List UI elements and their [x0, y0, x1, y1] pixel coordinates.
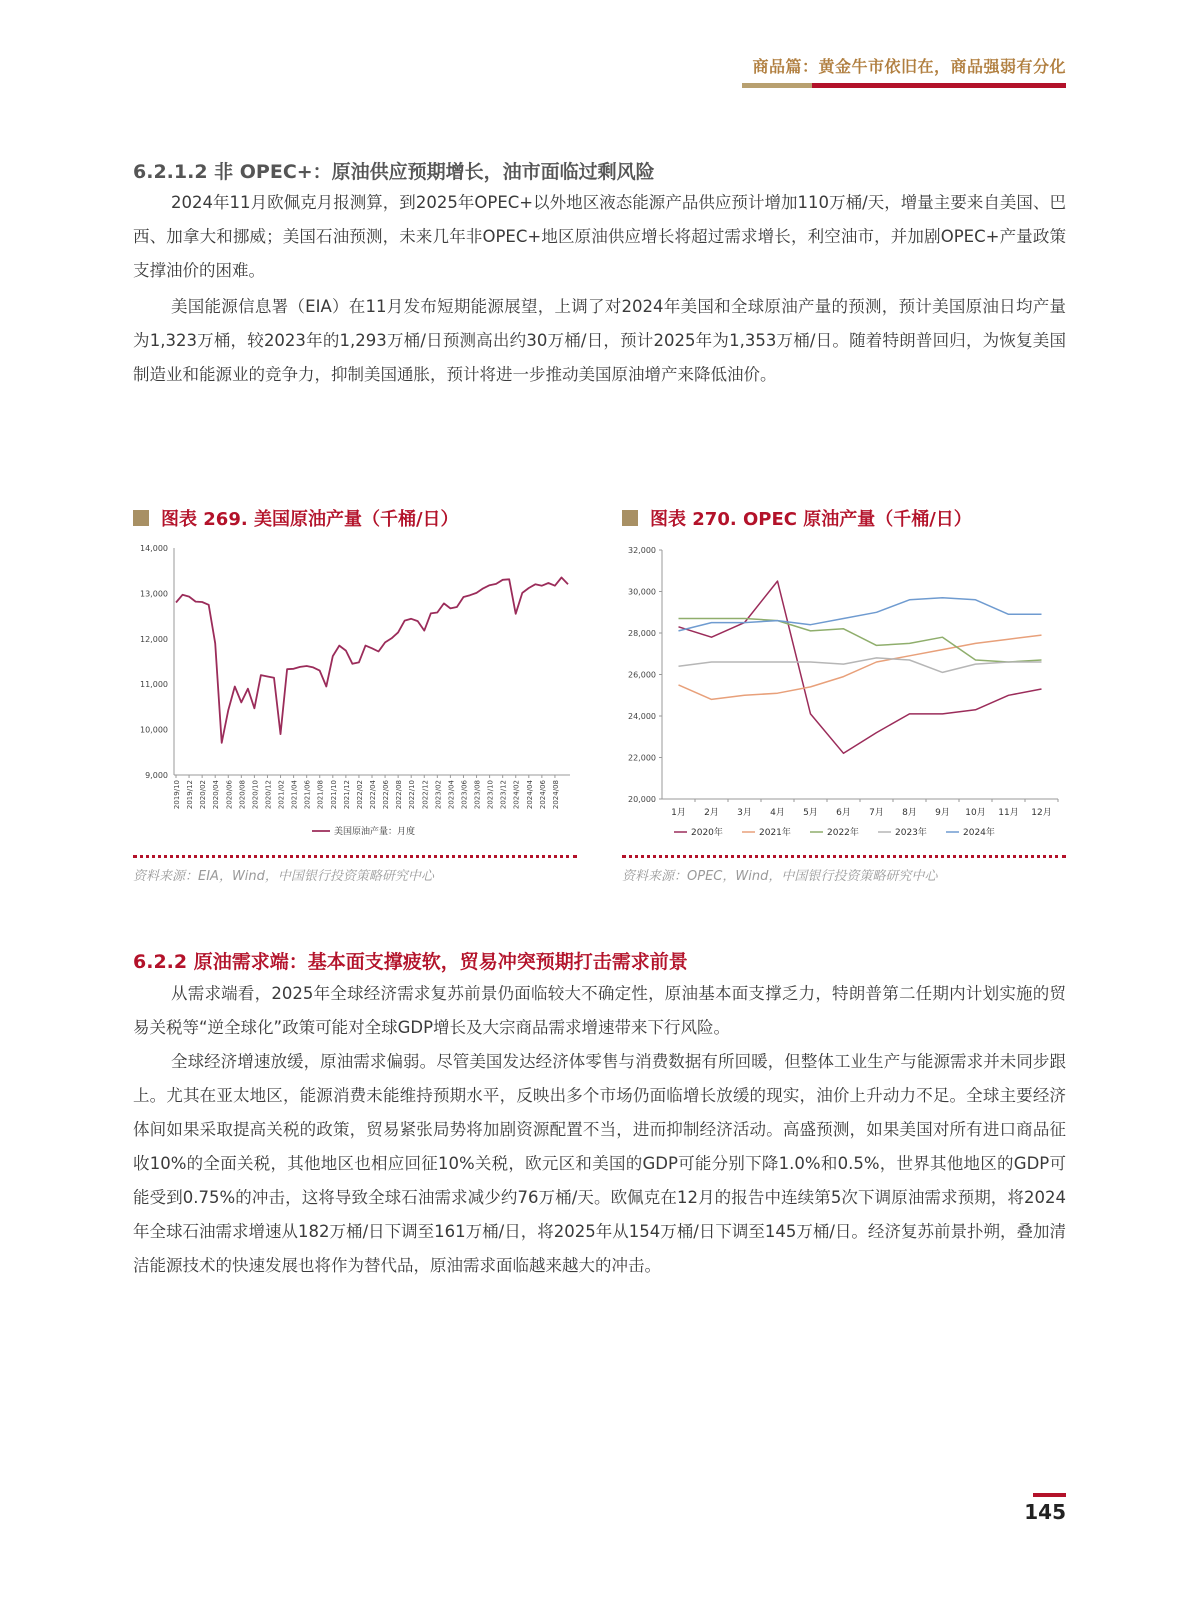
paragraph: 全球经济增速放缓，原油需求偏弱。尽管美国发达经济体零售与消费数据有所回暖，但整体工业生产与能源需求并未同步跟上。尤其在亚太地区，能源消费未能维持预期水平，反映出多个市场仍面临增长放缓的现实，油价上升动力不足。全球主要经济体间如果采取提高关税的政策，贸易紧张局势将加剧资源配置不当，进而抑制经济活动。高盛预测，如果美国对所有进口商品征收10%的全面关税，其他地区也相应回征10%关税，欧元区和美国的GDP可能分别下降1.0%和0.5%，世界其他地区的GDP可能受到0.75%的冲击，这将导致全球石油需求减少约76万桶/天。欧佩克在12月的报告中连续第5次下调原油需求预期，将2024年全球石油需求增速从182万桶/日下调至161万桶/日，将2025年从154万桶/日下调至145万桶/日。经济复苏前景扑朔，叠加清洁能源技术的快速发展也将作为替代品，原油需求面临越来越大的冲击。	[133, 1052, 1066, 1275]
x-tick-label: 2021/06	[303, 780, 312, 810]
header-divider-red	[812, 83, 1066, 88]
square-bullet-icon	[133, 510, 149, 526]
legend-label: 2024年	[963, 828, 995, 838]
y-tick-label: 14,000	[140, 544, 168, 553]
x-tick-label: 2020/06	[225, 780, 234, 810]
x-tick-label: 2023/04	[447, 780, 456, 810]
square-bullet-icon	[622, 510, 638, 526]
legend-label: 2021年	[759, 828, 791, 838]
x-tick-label: 2022/02	[355, 780, 364, 810]
x-tick-label: 5月	[803, 808, 818, 818]
x-tick-label: 9月	[935, 808, 950, 818]
y-tick-label: 30,000	[628, 587, 656, 597]
page-number: 145	[1024, 1500, 1066, 1524]
x-tick-label: 2020/10	[251, 780, 260, 810]
legend-label: 2020年	[691, 828, 723, 838]
chart-title-text: 图表 270. OPEC 原油产量（千桶/日）	[650, 509, 972, 530]
x-tick-label: 2024/06	[538, 780, 547, 810]
header-divider-gold	[742, 83, 812, 88]
legend-label: 美国原油产量：月度	[334, 827, 416, 837]
x-tick-label: 2021/12	[342, 780, 351, 810]
x-tick-label: 2024/04	[525, 780, 534, 810]
opec-production-chart	[620, 538, 1070, 850]
paragraph: 2024年11月欧佩克月报测算，到2025年OPEC+以外地区液态能源产品供应预计增加110万桶/天，增量主要来自美国、巴西、加拿大和挪威；美国石油预测，未来几年非OPEC+地区原油供应增长将超过需求增长，利空油市，并加剧OPEC+产量政策支撑油价的困难。	[133, 193, 1066, 280]
series-line-2024年	[679, 598, 1042, 631]
x-tick-label: 2021/10	[329, 780, 338, 810]
y-tick-label: 22,000	[628, 753, 656, 763]
series-line-2020年	[679, 581, 1042, 753]
x-tick-label: 10月	[965, 808, 986, 818]
x-tick-label: 6月	[836, 808, 851, 818]
x-tick-label: 2024/08	[551, 780, 560, 810]
x-tick-label: 12月	[1031, 808, 1052, 818]
x-tick-label: 2020/08	[238, 780, 247, 810]
header-title: 商品篇：黄金牛市依旧在，商品强弱有分化	[752, 57, 1066, 76]
chart-title-text: 图表 269. 美国原油产量（千桶/日）	[161, 509, 459, 530]
x-tick-label: 2020/04	[212, 780, 221, 810]
page-number-bar	[1033, 1493, 1066, 1497]
x-tick-label: 2022/04	[369, 780, 377, 810]
chart-title-opec-production	[622, 505, 972, 531]
x-tick-label: 2019/12	[186, 780, 195, 810]
y-tick-label: 24,000	[628, 712, 656, 721]
x-tick-label: 7月	[869, 808, 884, 818]
paragraph: 从需求端看，2025年全球经济需求复苏前景仍面临较大不确定性，原油基本面支撑乏力，特朗普第二任期内计划实施的贸易关税等“逆全球化”政策可能对全球GDP增长及大宗商品需求增速带来下行风险。	[133, 984, 1066, 1037]
x-tick-label: 2023/08	[473, 780, 482, 810]
x-tick-label: 2024/02	[512, 780, 521, 810]
x-tick-label: 2023/10	[486, 780, 495, 810]
chart-title-us-production	[133, 505, 459, 531]
x-tick-label: 2022/08	[395, 780, 404, 810]
paragraph: 美国能源信息署（EIA）在11月发布短期能源展望，上调了对2024年美国和全球原油产量的预测，预计美国原油日均产量为1,323万桶，较2023年的1,293万桶/日预测高出约30万桶/日，预计2025年为1,353万桶/日。随着特朗普回归，为恢复美国制造业和能源业的竞争力，抑制美国通胀，预计将进一步推动美国原油增产来降低油价。	[133, 297, 1066, 384]
dotted-divider	[622, 855, 1066, 858]
x-tick-label: 8月	[902, 808, 917, 818]
section-heading-demand: 6.2.2 原油需求端：基本面支撑疲软，贸易冲突预期打击需求前景	[133, 951, 688, 973]
y-tick-label: 10,000	[140, 725, 168, 735]
legend-label: 2023年	[895, 828, 927, 838]
us-production-chart	[130, 538, 580, 850]
x-tick-label: 1月	[671, 808, 686, 818]
x-tick-label: 2022/12	[421, 780, 430, 810]
x-tick-label: 4月	[770, 808, 785, 818]
y-tick-label: 9,000	[145, 771, 168, 780]
x-tick-label: 2023/12	[499, 780, 508, 810]
y-tick-label: 11,000	[140, 680, 168, 690]
chart-source: 资料来源：OPEC，Wind，中国银行投资策略研究中心	[622, 869, 938, 884]
x-tick-label: 2月	[704, 808, 719, 818]
y-tick-label: 32,000	[628, 546, 656, 555]
section-heading-supply: 6.2.1.2 非 OPEC+：原油供应预期增长，油市面临过剩风险	[133, 161, 655, 183]
x-tick-label: 2022/06	[382, 780, 391, 810]
x-tick-label: 2020/12	[264, 780, 273, 810]
x-tick-label: 11月	[998, 808, 1019, 818]
x-tick-label: 2021/04	[290, 780, 299, 810]
x-tick-label: 2023/06	[460, 780, 469, 810]
series-line-2022年	[679, 619, 1042, 663]
x-tick-label: 2021/02	[277, 780, 286, 810]
x-tick-label: 3月	[737, 808, 752, 818]
x-tick-label: 2021/08	[316, 780, 325, 810]
y-tick-label: 13,000	[140, 589, 168, 599]
dotted-divider	[133, 855, 577, 858]
x-tick-label: 2019/10	[173, 780, 181, 810]
y-tick-label: 12,000	[140, 634, 168, 644]
series-line-us-production	[176, 578, 568, 743]
y-tick-label: 28,000	[628, 629, 656, 638]
x-tick-label: 2023/02	[434, 780, 443, 810]
chart-source: 资料来源：EIA，Wind，中国银行投资策略研究中心	[133, 869, 434, 884]
series-line-2021年	[679, 635, 1042, 699]
y-tick-label: 20,000	[628, 795, 656, 804]
legend-label: 2022年	[827, 828, 859, 838]
y-tick-label: 26,000	[628, 670, 656, 680]
x-tick-label: 2022/10	[408, 780, 417, 810]
x-tick-label: 2020/02	[199, 780, 208, 810]
